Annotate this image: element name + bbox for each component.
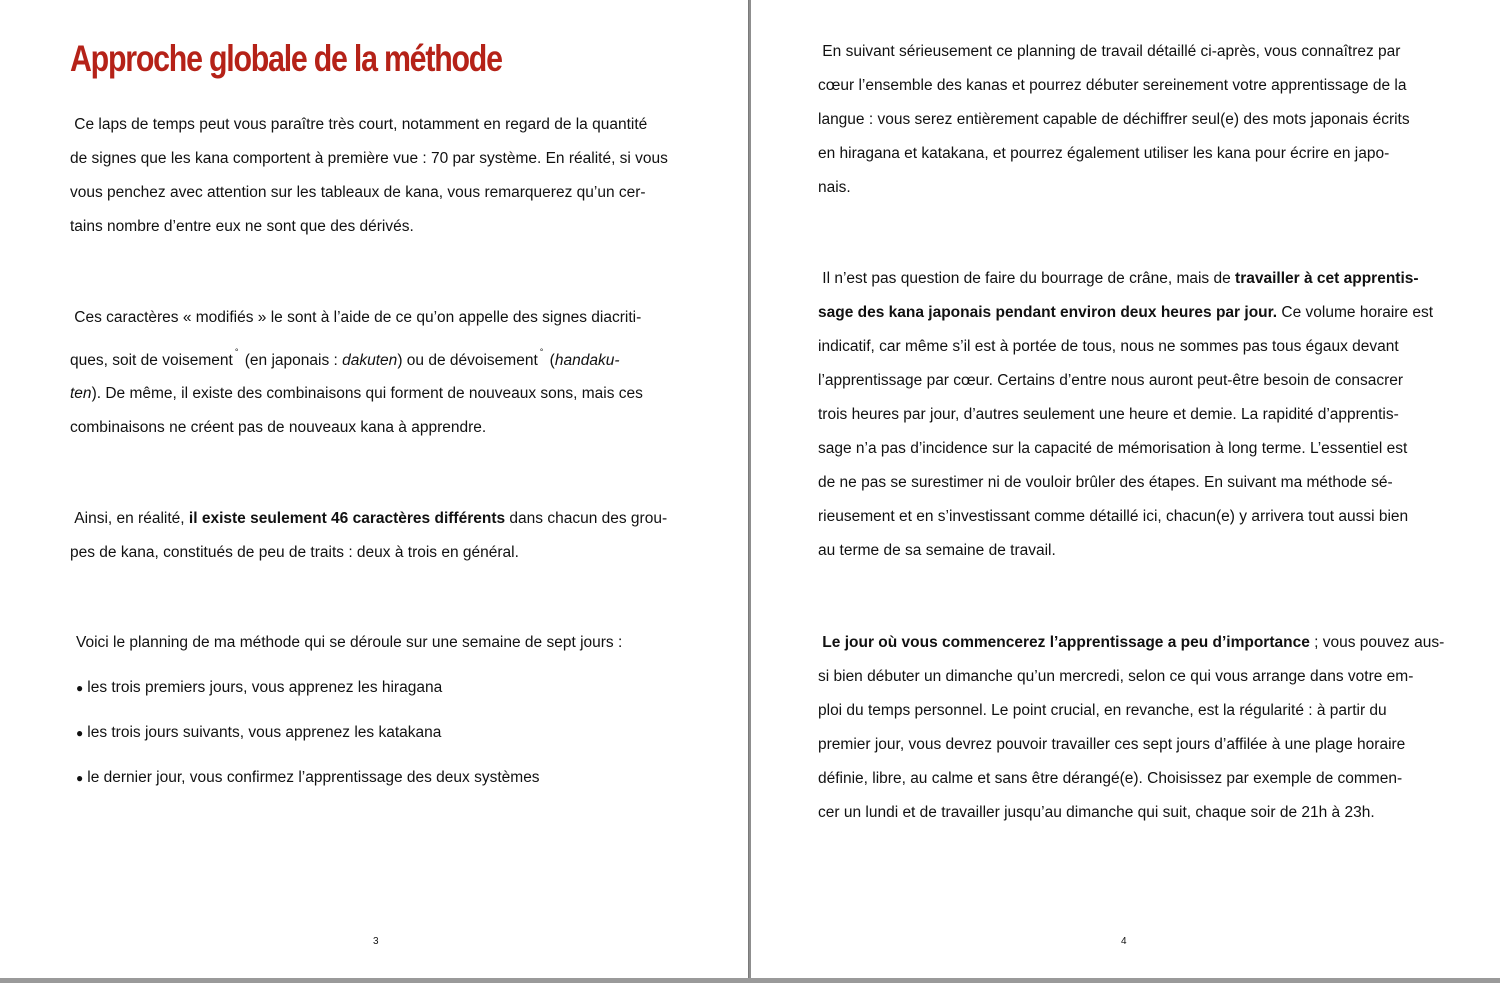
paragraph-line: En suivant sérieusement ce planning de travail détaillé ci-après, vous connaîtrez par [818,43,1401,60]
paragraph-4 [76,626,622,660]
paragraph-line: ploi du temps personnel. Le point crucial, en revanche, est la régularité : à partir du [818,702,1387,719]
paragraph-line [70,502,667,536]
paragraph-line: en hiragana et katakana, et pourrez également utiliser les kana pour écrire en japo- [818,145,1390,162]
paragraph-line: Ces caractères « modifiés » le sont à l’aide de ce qu’on appelle des signes diacriti- [70,309,642,326]
text-segment: (en japonais : [240,352,343,369]
page-title: Approche globale de la méthode [70,38,502,79]
emphasis: sage des kana japonais pendant environ deux heures par jour. [818,304,1278,321]
paragraph-line: Voici le planning de ma méthode qui se déroule sur une semaine de sept jours : [76,634,623,651]
paragraph-line: langue : vous serez entièrement capable de déchiffrer seul(e) des mots japonais écrits [818,111,1410,128]
text-segment: Il n’est pas question de faire du bourrage de crâne, mais de [818,270,1236,287]
paragraph-1 [70,108,668,244]
list-item-text: les trois jours suivants, vous apprenez les katakana [87,724,442,741]
paragraph-line: cœur l’ensemble des kanas et pourrez débuter sereinement votre apprentissage de la [818,77,1407,94]
paragraph-2 [70,301,643,445]
text-segment: ; vous pouvez aus- [1309,634,1445,651]
text-segment: ( [545,352,555,369]
paragraph-3 [70,502,667,570]
paragraph-1 [818,35,1410,205]
paragraph-line: rieusement et en s’investissant comme détaillé ici, chacun(e) y arrivera tout aussi bien [818,508,1409,525]
spread-bottom-edge [0,978,1500,983]
paragraph-line: trois heures par jour, d’autres seulement une heure et demie. La rapidité d’apprentis- [818,406,1399,423]
list-item-text: les trois premiers jours, vous apprenez les hiragana [87,679,443,696]
paragraph-line: de ne pas se surestimer ni de vouloir brûler des étapes. En suivant ma méthode sé- [818,474,1393,491]
page-number: 4 [1121,936,1127,947]
paragraph-line: définie, libre, au calme et sans être dérangé(e). Choisissez par exemple de commen- [818,770,1403,787]
term-dakuten: dakuten [342,352,398,369]
paragraph-line: au terme de sa semaine de travail. [818,542,1056,559]
list-item [76,764,540,809]
page-3 [0,0,749,978]
paragraph-line: pes de kana, constitués de peu de traits : deux à trois en général. [70,544,519,561]
text-segment: Ce volume horaire est [1277,304,1434,321]
paragraph-2 [818,262,1433,568]
paragraph-line: l’apprentissage par cœur. Certains d’entre nous auront peut-être besoin de consacrer [818,372,1404,389]
text-segment: ques, soit de voisement [70,352,233,369]
paragraph-line: indicatif, car même s’il est à portée de tous, nous ne sommes pas tous égaux devant [818,338,1399,355]
paragraph-line: sage n’a pas d’incidence sur la capacité de mémorisation à long terme. L’essentiel est [818,440,1408,457]
list-item [76,719,540,764]
page-4 [751,0,1500,978]
text-segment: ). De même, il existe des combinaisons qui forment de nouveaux sons, mais ces [91,385,643,402]
bullet-icon: ● [76,771,84,785]
paragraph-line: nais. [818,179,851,196]
paragraph-line: Ce laps de temps peut vous paraître très court, notamment en regard de la quantité [70,116,648,133]
paragraph-line [70,335,643,369]
paragraph-line: premier jour, vous devrez pouvoir travailler ces sept jours d’affilée à une plage horaire [818,736,1406,753]
list-item [76,674,540,719]
text-segment: ) ou de dévoisement [397,352,538,369]
emphasis: il existe seulement 46 caractères différents [188,510,506,527]
paragraph-line [818,262,1433,296]
text-segment: dans chacun des grou- [505,510,668,527]
planning-list [76,674,540,809]
term-handakuten-end: ten [70,385,92,402]
paragraph-line: tains nombre d’entre eux ne sont que des dérivés. [70,218,414,235]
paragraph-line: cer un lundi et de travailler jusqu’au dimanche qui suit, chaque soir de 21h à 23h. [818,804,1375,821]
paragraph-line: combinaisons ne créent pas de nouveaux kana à apprendre. [70,419,487,436]
paragraph-line: de signes que les kana comportent à première vue : 70 par système. En réalité, si vous [70,150,668,167]
paragraph-line [70,377,643,411]
text-segment: Ainsi, en réalité, [70,510,189,527]
bullet-icon: ● [76,726,84,740]
emphasis: Le jour où vous commencerez l’apprentissage a peu d’importance [818,634,1310,651]
paragraph-line [818,626,1444,660]
paragraph-line [818,296,1433,330]
footnote-marker[interactable]: ° [539,347,544,357]
term-handakuten: handaku- [554,352,620,369]
footnote-marker[interactable]: ° [234,347,239,357]
emphasis: travailler à cet apprentis- [1235,270,1419,287]
paragraph-3 [818,626,1444,830]
paragraph-line: si bien débuter un dimanche qu’un mercredi, selon ce qui vous arrange dans votre em- [818,668,1414,685]
paragraph-line: vous penchez avec attention sur les tableaux de kana, vous remarquerez qu’un cer- [70,184,646,201]
page-number: 3 [373,936,379,947]
list-item-text: le dernier jour, vous confirmez l’apprentissage des deux systèmes [87,769,540,786]
bullet-icon: ● [76,681,84,695]
